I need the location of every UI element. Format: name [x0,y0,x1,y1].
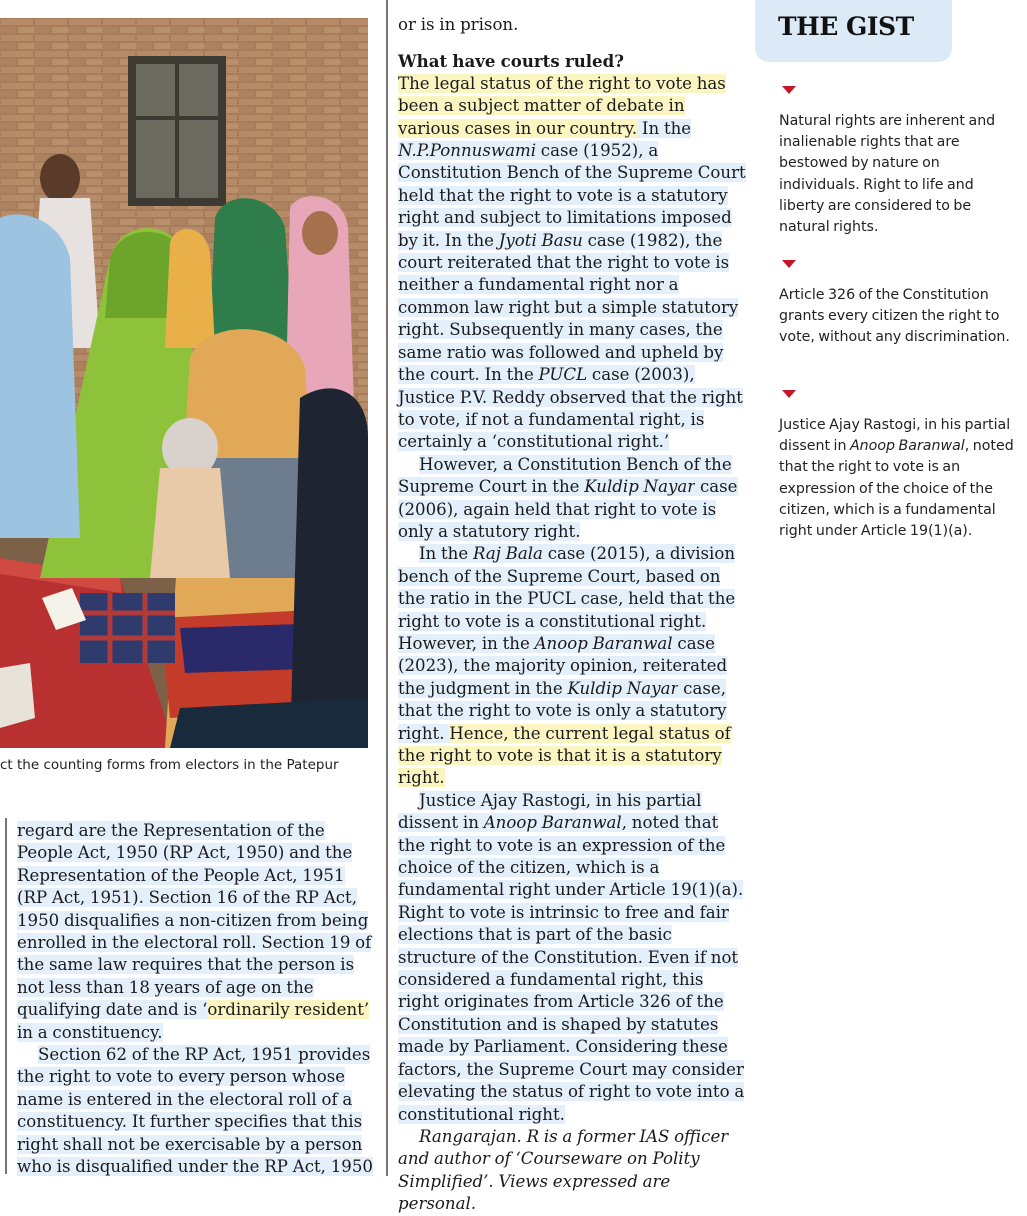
gist-item [779,86,1014,238]
gist-item-text: Article 326 of the Constitution grants every citizen the right to vote, without any discrimination. [779,287,1010,346]
text-run: Justice Ajay Rastogi, in his partial dissent in [398,790,702,833]
author-byline [398,1126,748,1216]
byline-text: Rangarajan. R is a former IAS officer and author of ‘Courseware on Polity Simplified’. Views expressed are personal. [398,1126,729,1214]
case-name: Kuldip Nayar [567,678,679,698]
text-run: case (2006), again held that right to vote is only a statutory right. [398,477,738,541]
middle-paragraph-1 [398,73,748,454]
intro-line: or is in prison. [398,15,519,34]
section-heading: What have courts ruled? [398,51,624,72]
gist-item-text: Natural rights are inherent and inalienable rights that are bestowed by nature on individuals. Right to life and liberty are considered to be natural rights. [779,113,996,236]
text-run: case (1982), the court reiterated that the right to vote is neither a fundamental right nor a common law right but a simple statutory right. Subsequently in many cases, the same ratio was followed and upheld by the court. In the [398,230,739,385]
gist-title: THE GIST [778,12,914,41]
photo-caption: ct the counting forms from electors in the Patepur [0,757,339,773]
gist-item-text [779,415,1014,542]
gist-item [779,260,1014,349]
case-name: Jyoti Basu [498,230,583,250]
highlight-run: The legal status of the right to vote has been a subject matter of debate in various cases in our country. [398,73,726,138]
text-run: In the [419,544,473,564]
case-name: Raj Bala [472,544,543,564]
case-name: Anoop Baranwal [849,438,965,455]
text-run: However, a Constitution Bench of the Supreme Court in the [398,454,732,497]
triangle-marker-icon [782,260,796,268]
article-column-middle [398,14,748,1216]
case-name: Kuldip Nayar [584,477,696,497]
column-divider [386,0,388,1176]
text-run: case (2015), a division bench of the Supreme Court, based on the ratio in the PUCL case, held that the right to vote is a constitutional right. However, in the [398,544,736,653]
text-run: Justice Ajay Rastogi, in his partial dissent in [779,417,1011,455]
gist-item [779,390,1014,542]
middle-paragraph-2 [398,454,748,544]
text-run: case (1952), a Constitution Bench of the Supreme Court held that the right to vote is a statutory right and subject to limitations imposed by it. In the [398,141,746,250]
column-divider [5,818,7,1174]
left-paragraph-2 [17,1044,374,1178]
article-column-left [17,820,374,1179]
highlight-run: Hence, the current legal status of the right to vote is that it is a statutory right. [398,723,731,788]
triangle-marker-icon [782,86,796,94]
left-paragraph-1 [17,820,374,1044]
case-name: Anoop Baranwal [534,633,673,653]
news-photo [0,18,368,748]
text-run: case (2003), Justice P.V. Reddy observed that the right to vote, if not a fundamental right, is certainly a ‘constitutional right.’ [398,365,743,452]
triangle-marker-icon [782,390,796,398]
photo-illustration [0,18,368,748]
highlight-run: ordinarily resident’ [207,1000,370,1020]
text-run: In the [637,118,692,138]
middle-paragraph-4 [398,790,748,1126]
text-run: case, that the right to vote is only a statutory right. [398,678,727,743]
text-run: Section 62 of the RP Act, 1951 provides the right to vote to every person whose name is entered in the electoral roll of a constituency. It further specifies that this right shall not be exercisable by a person who is disqualified under the RP Act, 1950 [17,1045,373,1177]
text-run: case (2023), the majority opinion, reiterated the judgment in the [398,633,728,698]
case-name: PUCL [538,365,588,385]
case-name: Anoop Baranwal [483,813,622,833]
text-run: , noted that the right to vote is an expression of the choice of the citizen, which is a fundamental right under Article 19(1)(a). [779,438,1014,540]
case-name: N.P.Ponnuswami [398,141,537,161]
text-run: , noted that the right to vote is an expression of the choice of the citizen, which is a fundamental right under Article 19(1)(a). Right to vote is intrinsic to free and fair elections that is part of the basic structure of the Constitution. Even if not considered a fundamental right, this right originates from Article 326 of the Constitution and is shaped by statutes made by Parliament. Considering these factors, the Supreme Court may consider elevating the status of right to vote into a constitutional right. [398,813,745,1124]
middle-paragraph-3 [398,543,748,789]
text-run: regard are the Representation of the People Act, 1950 (RP Act, 1950) and the Representation of the People Act, 1951 (RP Act, 1951). Section 16 of the RP Act, 1950 disqualifies a non-citizen from being enrolled in the electoral roll. Section 19 of the same law requires that the person is not less than 18 years of age on the qualifying date and is ‘ [17,821,372,1020]
text-run: in a constituency. [17,1022,163,1042]
